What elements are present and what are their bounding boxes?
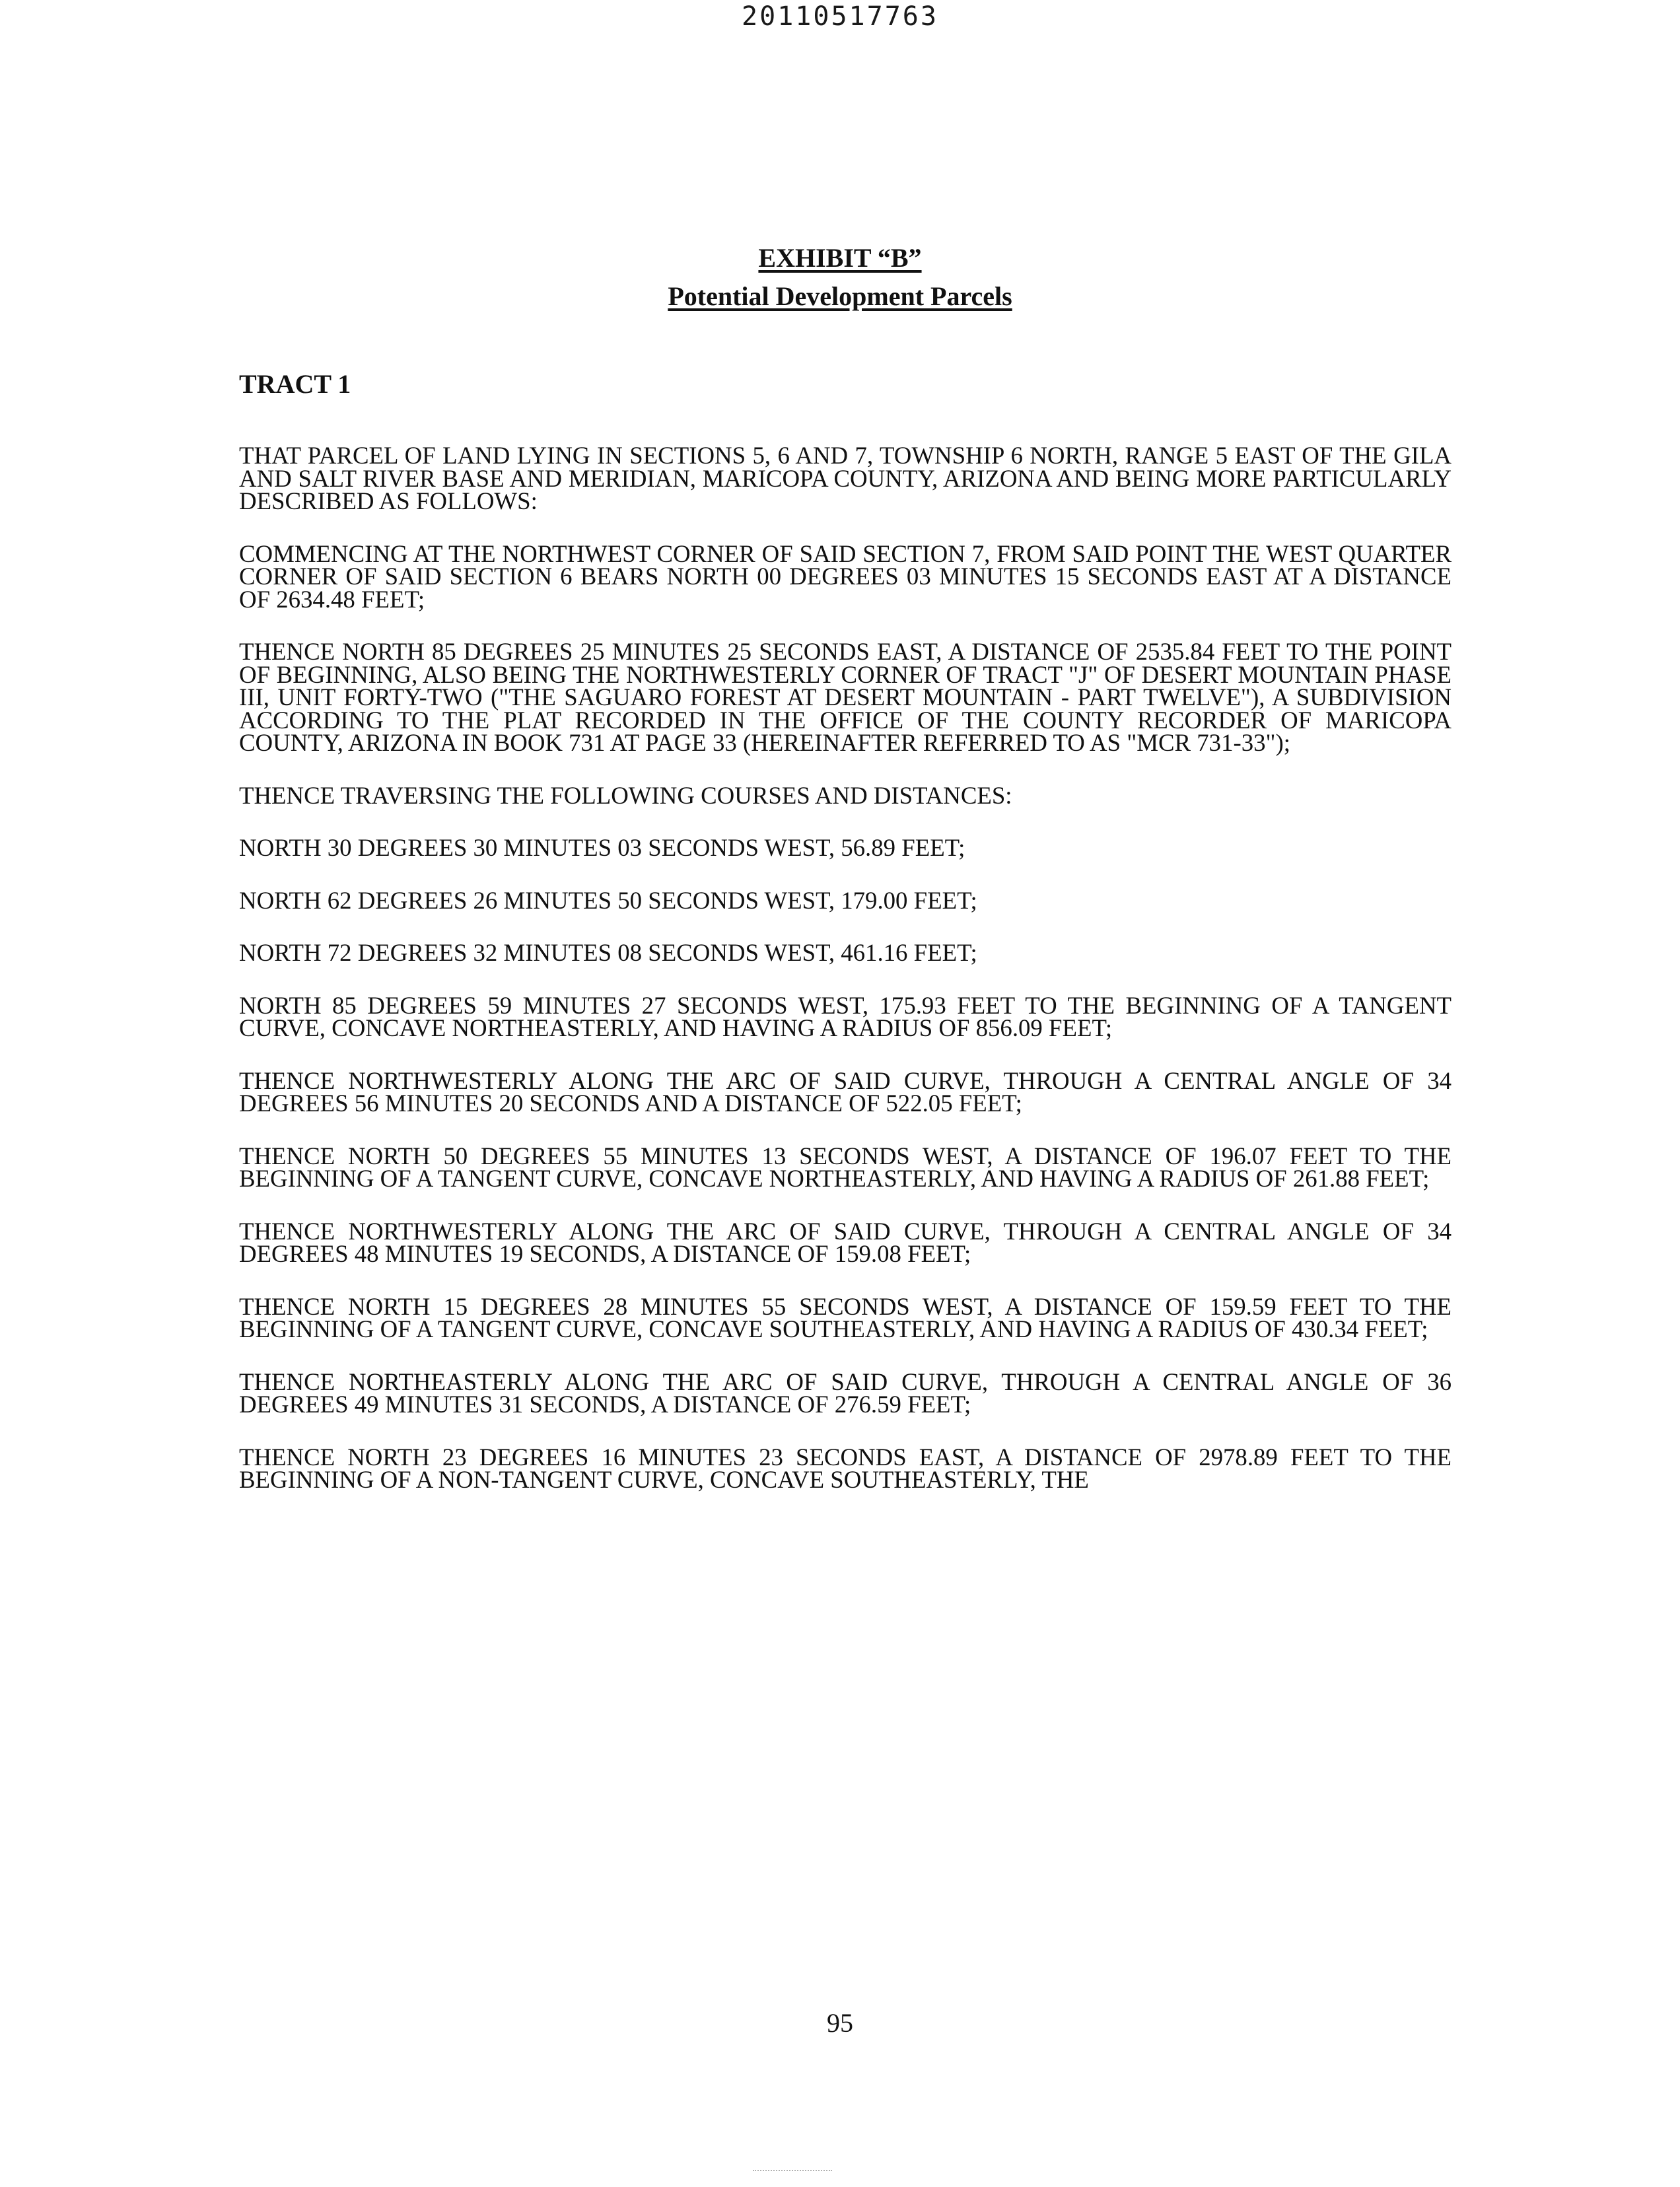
paragraph: COMMENCING AT THE NORTHWEST CORNER OF SAID SECTION 7, FROM SAID POINT THE WEST QUARTER CORNER OF SAID SECTION 6 BEARS NORTH 00 DEGREES 03 MINUTES 15 SECONDS EAST AT A DISTANCE OF 2634.48 FEET; [239, 539, 1452, 613]
paragraph: THENCE NORTHWESTERLY ALONG THE ARC OF SAID CURVE, THROUGH A CENTRAL ANGLE OF 34 DEGREES 56 MINUTES 20 SECONDS AND A DISTANCE OF 522.05 FEET; [239, 1066, 1452, 1117]
tract-title: TRACT 1 [239, 369, 351, 399]
paragraph: THAT PARCEL OF LAND LYING IN SECTIONS 5, 6 AND 7, TOWNSHIP 6 NORTH, RANGE 5 EAST OF THE GILA AND SALT RIVER BASE AND MERIDIAN, MARICOPA COUNTY, ARIZONA AND BEING MORE PARTICULARLY DESCRIBED AS FOLLOWS: [239, 442, 1452, 514]
paragraph: NORTH 62 DEGREES 26 MINUTES 50 SECONDS WEST, 179.00 FEET; [239, 886, 977, 914]
paragraph: THENCE NORTH 23 DEGREES 16 MINUTES 23 SECONDS EAST, A DISTANCE OF 2978.89 FEET TO THE BEGINNING OF A NON-TANGENT CURVE, CONCAVE SOUTHEASTERLY, THE [239, 1443, 1452, 1493]
recording-number: 20110517763 [742, 1, 938, 32]
legal-description [239, 371, 1452, 1521]
paragraph: THENCE NORTH 50 DEGREES 55 MINUTES 13 SECONDS WEST, A DISTANCE OF 196.07 FEET TO THE BEGINNING OF A TANGENT CURVE, CONCAVE NORTHEASTERLY, AND HAVING A RADIUS OF 261.88 FEET; [239, 1142, 1452, 1192]
paragraph: THENCE NORTHEASTERLY ALONG THE ARC OF SAID CURVE, THROUGH A CENTRAL ANGLE OF 36 DEGREES 49 MINUTES 31 SECONDS, A DISTANCE OF 276.59 FEET; [239, 1368, 1452, 1418]
paragraph: THENCE NORTHWESTERLY ALONG THE ARC OF SAID CURVE, THROUGH A CENTRAL ANGLE OF 34 DEGREES 48 MINUTES 19 SECONDS, A DISTANCE OF 159.08 FEET; [239, 1217, 1452, 1267]
exhibit-title: EXHIBIT “B” [758, 243, 922, 273]
scan-artifact [753, 2170, 832, 2175]
paragraph: THENCE TRAVERSING THE FOLLOWING COURSES AND DISTANCES: [239, 781, 1012, 809]
paragraph: THENCE NORTH 85 DEGREES 25 MINUTES 25 SECONDS EAST, A DISTANCE OF 2535.84 FEET TO THE POINT OF BEGINNING, ALSO BEING THE NORTHWESTERLY CORNER OF TRACT "J" OF DESERT MOUNTAIN PHASE III, UNIT FORTY-TWO ("THE SAGUARO FOREST AT DESERT MOUNTAIN - PART TWELVE"), A SUBDIVISION ACCORDING TO THE PLAT RECORDED IN THE OFFICE OF THE COUNTY RECORDER OF MARICOPA COUNTY, ARIZONA IN BOOK 731 AT PAGE 33 (HEREINAFTER REFERRED TO AS "MCR 731-33"); [239, 638, 1452, 756]
paragraph: THENCE NORTH 15 DEGREES 28 MINUTES 55 SECONDS WEST, A DISTANCE OF 159.59 FEET TO THE BEGINNING OF A TANGENT CURVE, CONCAVE SOUTHEASTERLY, AND HAVING A RADIUS OF 430.34 FEET; [239, 1292, 1452, 1342]
exhibit-header [0, 239, 1680, 316]
page-number: 95 [827, 2008, 853, 2038]
paragraph: NORTH 30 DEGREES 30 MINUTES 03 SECONDS WEST, 56.89 FEET; [239, 834, 965, 861]
paragraph: NORTH 72 DEGREES 32 MINUTES 08 SECONDS WEST, 461.16 FEET; [239, 939, 977, 966]
exhibit-subtitle: Potential Development Parcels [668, 281, 1012, 311]
paragraph: NORTH 85 DEGREES 59 MINUTES 27 SECONDS WEST, 175.93 FEET TO THE BEGINNING OF A TANGENT CURVE, CONCAVE NORTHEASTERLY, AND HAVING A RADIUS OF 856.09 FEET; [239, 991, 1452, 1041]
